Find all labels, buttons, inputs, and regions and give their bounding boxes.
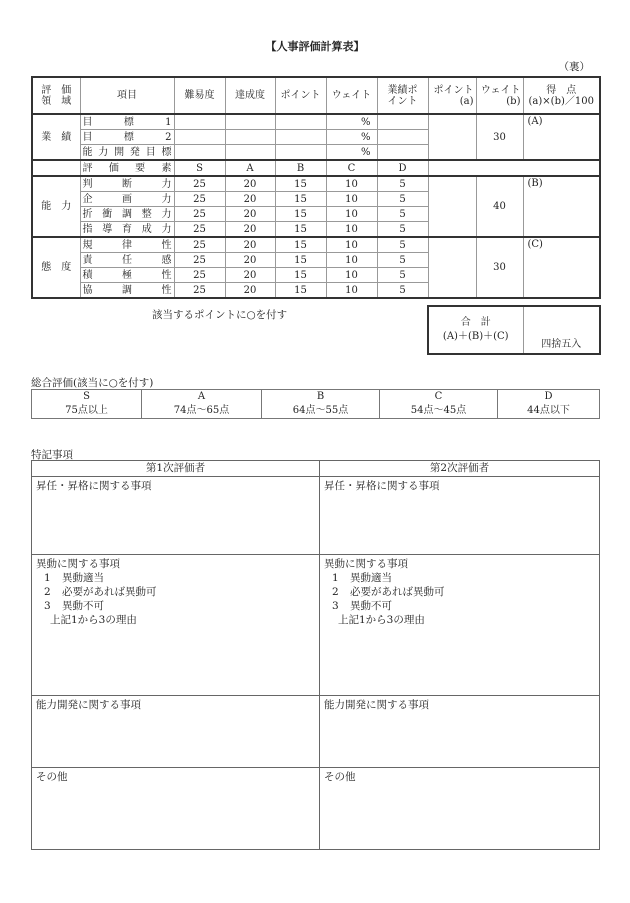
achievement-input[interactable] (225, 145, 275, 161)
grade-s: S (174, 160, 225, 176)
total-score[interactable] (523, 306, 600, 354)
value-d[interactable]: 5 (377, 207, 428, 222)
first-evaluator-header: 第1次評価者 (32, 461, 320, 477)
transfer-option: 1 異動適当 (44, 572, 104, 584)
header-difficulty: 難易度 (174, 77, 225, 114)
other-field-1[interactable]: その他 (32, 768, 320, 850)
header-score: 得 点 (a)×(b)／100 (523, 77, 600, 114)
overall-grade-table (31, 389, 600, 419)
overall-grade-d[interactable]: D 44点以下 (498, 390, 600, 419)
value-c[interactable]: 10 (326, 283, 377, 299)
remarks-table (31, 460, 600, 850)
transfer-option: 2 必要があれば異動可 (332, 586, 445, 598)
header-point: ポイント (275, 77, 326, 114)
perf-point-input[interactable] (377, 130, 428, 145)
item-goal-2: 目 標 2 (80, 130, 174, 145)
item-mentoring: 指 導 育 成 力 (80, 222, 174, 238)
header-perf-point: 業績ポ イント (377, 77, 428, 114)
grade-header-blank (32, 160, 80, 176)
value-b[interactable]: 15 (275, 192, 326, 207)
value-a[interactable]: 20 (225, 253, 275, 268)
value-a[interactable]: 20 (225, 222, 275, 238)
item-proactiveness: 積 極 性 (80, 268, 174, 283)
header-item: 項目 (80, 77, 174, 114)
promotion-field-2[interactable]: 昇任・昇格に関する事項 (320, 477, 600, 555)
rounding-note: 四捨五入 (541, 339, 582, 350)
header-weight: ウェイト (326, 77, 377, 114)
point-a-attitude[interactable] (428, 237, 476, 298)
area-attitude: 態 度 (32, 237, 80, 298)
header-weight-b: ウェイト (b) (476, 77, 523, 114)
point-note: 該当するポイントに○を付す (152, 309, 288, 321)
value-c[interactable]: 10 (326, 268, 377, 283)
overall-grade-b[interactable]: B 64点～55点 (262, 390, 380, 419)
value-d[interactable]: 5 (377, 268, 428, 283)
header-row (32, 77, 600, 114)
total-box (427, 305, 601, 355)
value-b[interactable]: 15 (275, 283, 326, 299)
value-c[interactable]: 10 (326, 192, 377, 207)
grade-a: A (225, 160, 275, 176)
value-d[interactable]: 5 (377, 237, 428, 253)
value-d[interactable]: 5 (377, 192, 428, 207)
difficulty-input[interactable] (174, 145, 225, 161)
value-c[interactable]: 10 (326, 253, 377, 268)
item-negotiation: 折 衝 調 整 力 (80, 207, 174, 222)
weight-input[interactable]: % (326, 114, 377, 130)
weight-input[interactable]: % (326, 145, 377, 161)
attitude-row (32, 237, 600, 253)
header-area: 評 価 領 域 (32, 77, 80, 114)
grade-d: D (377, 160, 428, 176)
overall-grade-a[interactable]: A 74点～65点 (142, 390, 262, 419)
value-s[interactable]: 25 (174, 253, 225, 268)
point-input[interactable] (275, 130, 326, 145)
weight-input[interactable]: % (326, 130, 377, 145)
value-a[interactable]: 20 (225, 237, 275, 253)
grade-c: C (326, 160, 377, 176)
item-discipline: 規 律 性 (80, 237, 174, 253)
value-a[interactable]: 20 (225, 192, 275, 207)
overall-grade-s[interactable]: S 75点以上 (32, 390, 142, 419)
total-label: 合 計 (A)＋(B)＋(C) (428, 306, 523, 354)
item-planning: 企 画 力 (80, 192, 174, 207)
value-b[interactable]: 15 (275, 222, 326, 238)
overall-grade-c[interactable]: C 54点～45点 (380, 390, 498, 419)
transfer-option: 3 異動不可 (332, 600, 392, 612)
document-title: 【人事評価計算表】 (265, 40, 365, 53)
score-c[interactable]: (C) (523, 237, 600, 298)
header-achievement: 達成度 (225, 77, 275, 114)
grade-header-item: 評 価 要 素 (80, 160, 174, 176)
remarks-label: 特記事項 (31, 449, 73, 461)
value-d[interactable]: 5 (377, 222, 428, 238)
value-b[interactable]: 15 (275, 268, 326, 283)
side-label: （裏） (558, 61, 590, 73)
value-s[interactable]: 25 (174, 176, 225, 192)
second-evaluator-header: 第2次評価者 (320, 461, 600, 477)
value-a[interactable]: 20 (225, 283, 275, 299)
value-c[interactable]: 10 (326, 176, 377, 192)
value-s[interactable]: 25 (174, 237, 225, 253)
item-cooperation: 協 調 性 (80, 283, 174, 299)
value-c[interactable]: 10 (326, 207, 377, 222)
value-b[interactable]: 15 (275, 207, 326, 222)
score-b[interactable]: (B) (523, 176, 600, 237)
weight-b-attitude: 30 (476, 237, 523, 298)
transfer-option: 1 異動適当 (332, 572, 392, 584)
value-a[interactable]: 20 (225, 268, 275, 283)
ability-row (32, 176, 600, 192)
value-a[interactable]: 20 (225, 176, 275, 192)
achievement-input[interactable] (225, 114, 275, 130)
evaluation-calculation-table (31, 76, 601, 299)
point-a-performance[interactable] (428, 114, 476, 160)
value-b[interactable]: 15 (275, 253, 326, 268)
weight-b-performance: 30 (476, 114, 523, 160)
point-input[interactable] (275, 114, 326, 130)
difficulty-input[interactable] (174, 130, 225, 145)
header-point-a: ポイント (a) (428, 77, 476, 114)
performance-row (32, 114, 600, 130)
value-s[interactable]: 25 (174, 192, 225, 207)
value-d[interactable]: 5 (377, 176, 428, 192)
area-ability: 能 力 (32, 176, 80, 237)
point-a-ability[interactable] (428, 176, 476, 237)
item-judgment: 判 断 力 (80, 176, 174, 192)
grade-b: B (275, 160, 326, 176)
grade-header-row (32, 160, 600, 176)
value-d[interactable]: 5 (377, 253, 428, 268)
transfer-option: 2 必要があれば異動可 (44, 586, 157, 598)
value-a[interactable]: 20 (225, 207, 275, 222)
grade-header-blank-right (428, 160, 600, 176)
promotion-field-1[interactable]: 昇任・昇格に関する事項 (32, 477, 320, 555)
weight-b-ability: 40 (476, 176, 523, 237)
transfer-field-1[interactable]: 異動に関する事項 1 異動適当 2 必要があれば異動可 3 異動不可 上記1から3の理由 (32, 555, 320, 696)
value-b[interactable]: 15 (275, 176, 326, 192)
other-field-2[interactable]: その他 (320, 768, 600, 850)
value-c[interactable]: 10 (326, 237, 377, 253)
point-input[interactable] (275, 145, 326, 161)
item-development-goal: 能 力 開 発 目 標 (80, 145, 174, 161)
value-s[interactable]: 25 (174, 207, 225, 222)
value-b[interactable]: 15 (275, 237, 326, 253)
value-s[interactable]: 25 (174, 268, 225, 283)
item-responsibility: 責 任 感 (80, 253, 174, 268)
transfer-field-2[interactable]: 異動に関する事項 1 異動適当 2 必要があれば異動可 3 異動不可 上記1から3の理由 (320, 555, 600, 696)
overall-label: 総合評価(該当に○を付す) (31, 377, 154, 389)
value-c[interactable]: 10 (326, 222, 377, 238)
value-s[interactable]: 25 (174, 283, 225, 299)
perf-point-input[interactable] (377, 114, 428, 130)
difficulty-input[interactable] (174, 114, 225, 130)
transfer-option: 3 異動不可 (44, 600, 104, 612)
score-a[interactable]: (A) (523, 114, 600, 160)
area-performance: 業 績 (32, 114, 80, 160)
perf-point-input[interactable] (377, 145, 428, 161)
achievement-input[interactable] (225, 130, 275, 145)
development-field-1[interactable]: 能力開発に関する事項 (32, 696, 320, 768)
item-goal-1: 目 標 1 (80, 114, 174, 130)
development-field-2[interactable]: 能力開発に関する事項 (320, 696, 600, 768)
value-s[interactable]: 25 (174, 222, 225, 238)
value-d[interactable]: 5 (377, 283, 428, 299)
